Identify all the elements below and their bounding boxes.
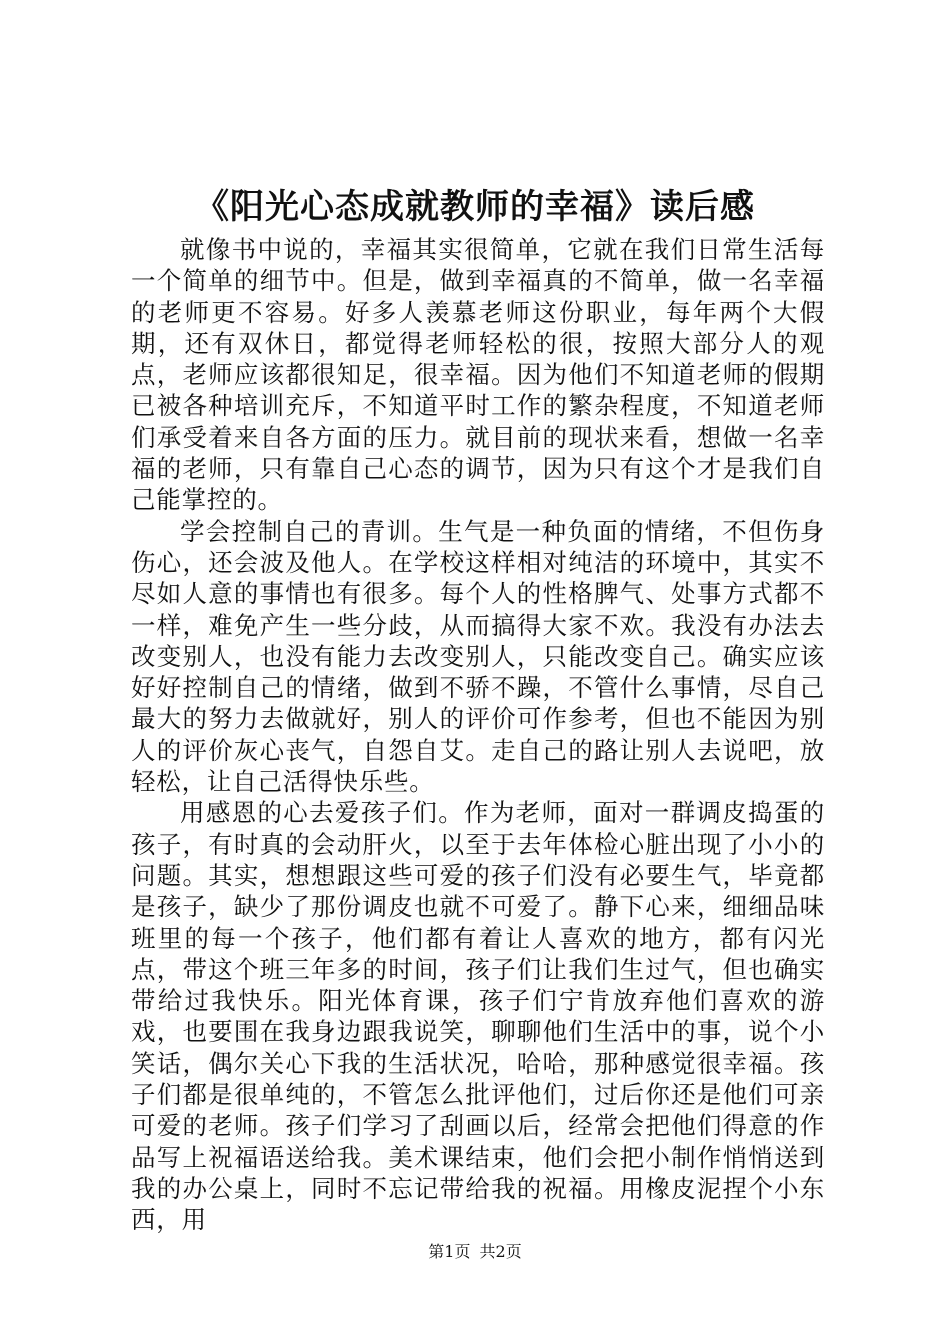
- page-number-current: 第1页: [428, 1242, 471, 1261]
- paragraph-3: 用感恩的心去爱孩子们。作为老师，面对一群调皮捣蛋的孩子，有时真的会动肝火，以至于去年体检心脏出现了小小的问题。其实，想想跟这些可爱的孩子们没有必要生气，毕竟都是孩子，缺少了那份调皮也就不可爱了。静下心来，细细品味班里的每一个孩子，他们都有着让人喜欢的地方，都有闪光点，带这个班三年多的时间，孩子们让我们生过气，但也确实带给过我快乐。阳光体育课，孩子们宁肯放弃他们喜欢的游戏，也要围在我身边跟我说笑，聊聊他们生活中的事，说个小笑话，偶尔关心下我的生活状况，哈哈，那种感觉很幸福。孩子们都是很单纯的，不管怎么批评他们，过后你还是他们可亲可爱的老师。孩子们学习了刮画以后，经常会把他们得意的作品写上祝福语送给我。美术课结束，他们会把小制作悄悄送到我的办公桌上，同时不忘记带给我的祝福。用橡皮泥捏个小东西，用: [131, 798, 825, 1235]
- page-number-total: 共2页: [479, 1242, 522, 1261]
- paragraph-2: 学会控制自己的青训。生气是一种负面的情绪，不但伤身伤心，还会波及他人。在学校这样相对纯洁的环境中，其实不尽如人意的事情也有很多。每个人的性格脾气、处事方式都不一样，难免产生一些分歧，从而搞得大家不欢。我没有办法去改变别人，也没有能力去改变别人，只能改变自己。确实应该好好控制自己的情绪，做到不骄不躁，不管什么事情，尽自己最大的努力去做就好，别人的评价可作参考，但也不能因为别人的评价灰心丧气，自怨自艾。走自己的路让别人去说吧，放轻松，让自己活得快乐些。: [131, 516, 825, 797]
- document-title: 《阳光心态成就教师的幸福》读后感: [195, 187, 755, 227]
- document-body: [131, 234, 825, 1236]
- page-footer: [0, 1240, 950, 1264]
- paragraph-1: 就像书中说的，幸福其实很简单，它就在我们日常生活每一个简单的细节中。但是，做到幸福真的不简单，做一名幸福的老师更不容易。好多人羡慕老师这份职业，每年两个大假期，还有双休日，都觉得老师轻松的很，按照大部分人的观点，老师应该都很知足，很幸福。因为他们不知道老师的假期已被各种培训充斥，不知道平时工作的繁杂程度，不知道老师们承受着来自各方面的压力。就目前的现状来看，想做一名幸福的老师，只有靠自己心态的调节，因为只有这个才是我们自己能掌控的。: [131, 235, 825, 515]
